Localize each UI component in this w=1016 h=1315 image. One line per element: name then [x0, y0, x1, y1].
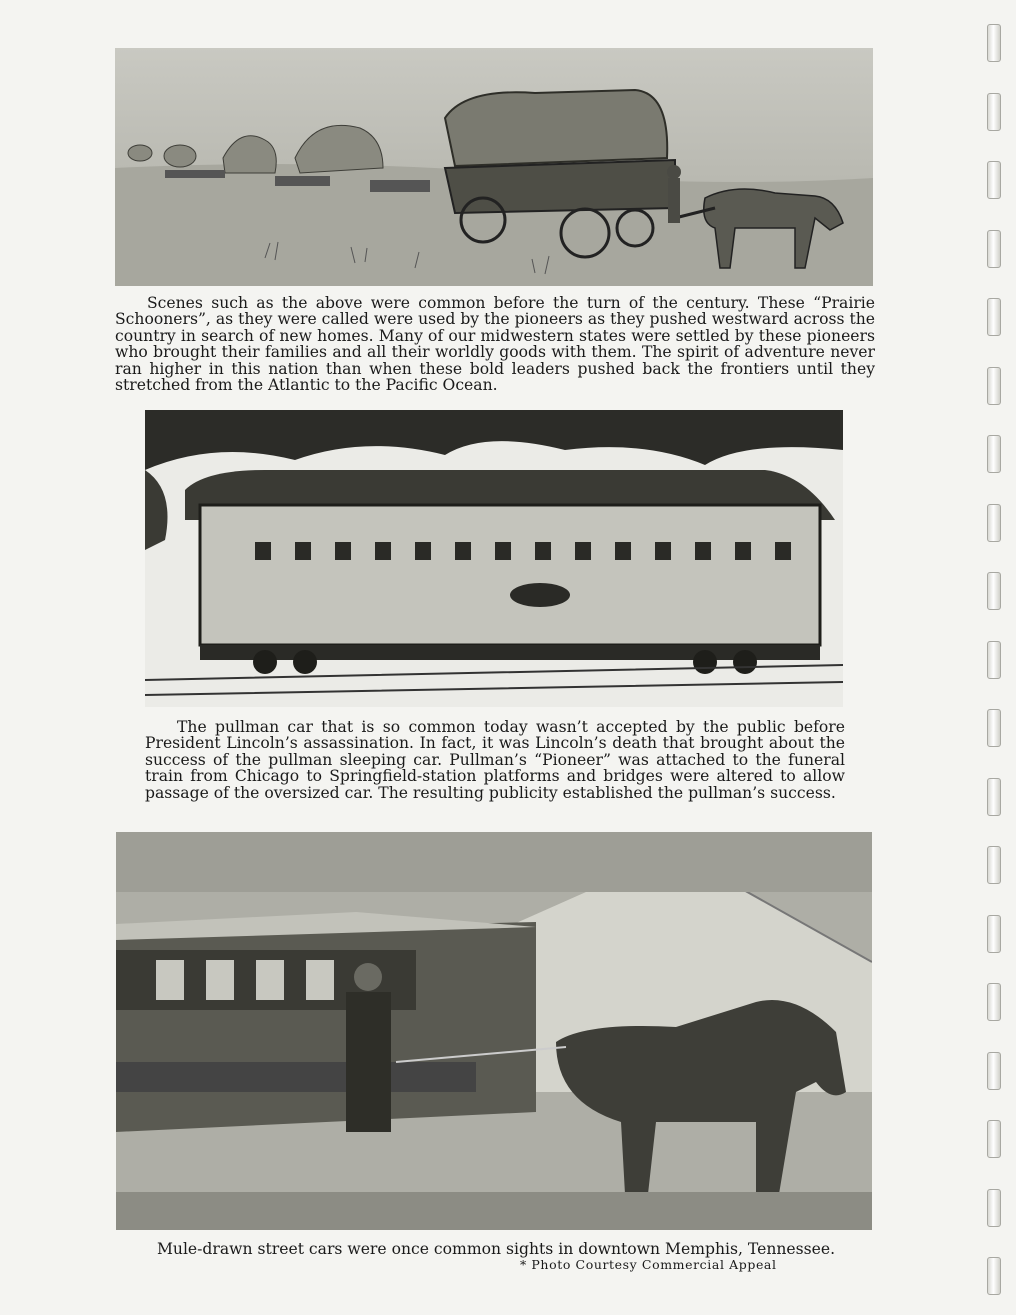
- binder-hole: [987, 709, 1001, 747]
- binder-hole: [987, 298, 1001, 336]
- streetcar-caption: Mule-drawn street cars were once common sights in downtown Memphis, Tennessee.: [156, 1240, 836, 1258]
- binder-hole: [987, 435, 1001, 473]
- binder-hole: [987, 778, 1001, 816]
- pullman-caption-text: The pullman car that is so common today wasn’t accepted by the public before President Lincoln’s assassination. In fact, it was Lincoln’s death that brought about the success of the pullman sleeping car. Pullman’s “Pioneer” was attached to the funeral train from Chicago to Springfield-station platforms and bridges were altered to allow passage of the oversized car. The resulting publicity established the pullman’s success.: [145, 718, 845, 802]
- binder-hole: [987, 367, 1001, 405]
- binder-hole: [987, 846, 1001, 884]
- binder-hole: [987, 93, 1001, 131]
- binder-holes: [985, 0, 1016, 1315]
- wagons-caption-text: Scenes such as the above were common before the turn of the century. These “Prairie Schooners”, as they were called were used by the pioneers as they pushed westward across the country in search of new homes. Many of our midwestern states were settled by these pioneers who brought their families and all their worldly goods with them. The spirit of adventure never ran higher in this nation than when these bold leaders pushed back the frontiers until they stretched from the Atlantic to the Pacific Ocean.: [115, 294, 875, 395]
- binder-hole: [987, 230, 1001, 268]
- binder-hole: [987, 983, 1001, 1021]
- photo-credit: * Photo Courtesy Commercial Appeal: [520, 1257, 777, 1272]
- binder-hole: [987, 24, 1001, 62]
- binder-hole: [987, 1120, 1001, 1158]
- binder-hole: [987, 1189, 1001, 1227]
- streetcar-photo: [116, 832, 872, 1230]
- covered-wagons-photo: [115, 48, 873, 286]
- binder-hole: [987, 915, 1001, 953]
- binder-hole: [987, 1052, 1001, 1090]
- binder-hole: [987, 572, 1001, 610]
- binder-hole: [987, 161, 1001, 199]
- pullman-car-photo: [145, 410, 843, 707]
- wagons-caption: [115, 295, 875, 393]
- pullman-caption: [145, 719, 845, 801]
- binder-hole: [987, 641, 1001, 679]
- binder-hole: [987, 1257, 1001, 1295]
- binder-hole: [987, 504, 1001, 542]
